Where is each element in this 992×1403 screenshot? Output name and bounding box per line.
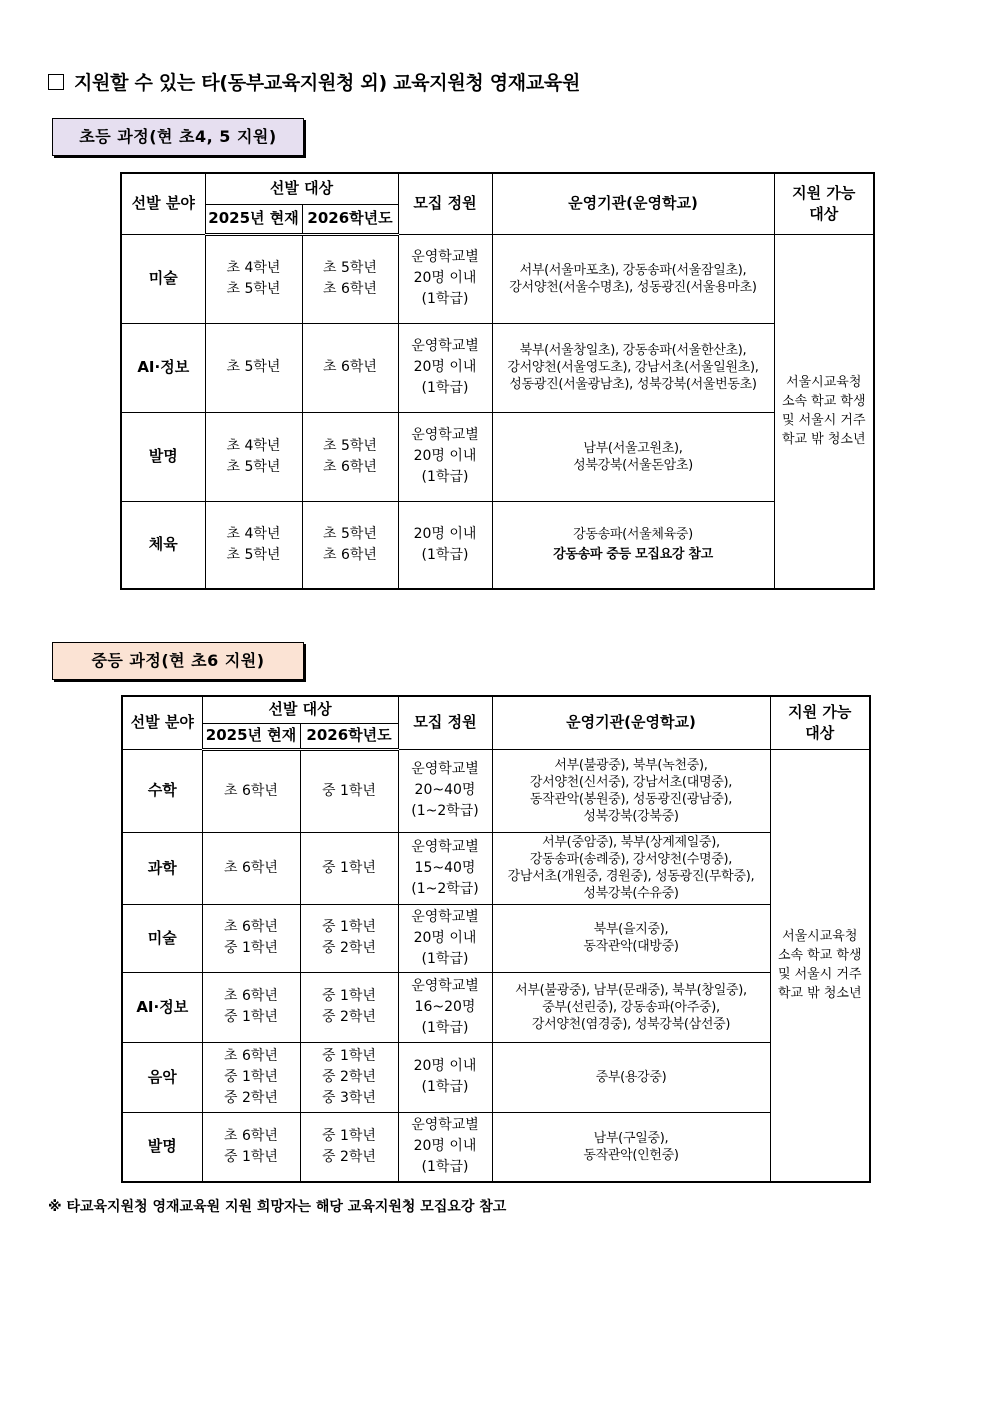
quota-cell [398, 323, 492, 412]
grade-line: 초 6학년 [323, 359, 377, 375]
quota-line: 20명 이내 [413, 359, 477, 375]
quota-line: (1학급) [421, 469, 469, 485]
quota-line: 20명 이내 [413, 929, 477, 946]
table-row [122, 904, 870, 972]
subject-cell: 미술 [122, 904, 202, 972]
subject-cell: 수학 [122, 749, 202, 832]
grade-line: 중 1학년 [322, 988, 376, 1004]
eligible-line: 소속 학교 학생 [781, 394, 866, 410]
grade-line: 초 4학년 [226, 260, 281, 276]
table-row [122, 1042, 870, 1112]
quota-line: 20명 이내 [413, 1138, 477, 1155]
quota-cell [398, 1042, 492, 1112]
grade-line: 중 1학년 [322, 1127, 376, 1144]
quota-line: (1~2학급) [411, 880, 479, 897]
header-current-year: 2025년 현재 [202, 723, 300, 749]
footnote: ※ 타교육지원청 영재교육원 지원 희망자는 해당 교육지원청 모집요강 참고 [48, 1199, 507, 1215]
org-note-bold: 강동송파 중등 모집요강 참고 [553, 547, 713, 563]
next-grade-cell [300, 832, 398, 904]
grade-line: 중 1학년 [322, 859, 376, 876]
org-line: 강남서초(개원중, 경원중), 성동광진(무학중), [507, 869, 755, 884]
table-row [121, 501, 874, 589]
org-cell [492, 1042, 770, 1112]
eligible-line: 학교 밖 청소년 [781, 432, 866, 448]
org-line: 강서양천(서울수명초), 성동광진(서울용마초) [509, 279, 757, 295]
header-current-year: 2025년 현재 [205, 204, 302, 234]
org-line: 서부(서울마포초), 강동송파(서울잠일초), [519, 262, 747, 278]
table-row [122, 749, 870, 832]
org-cell [492, 501, 774, 589]
grade-line: 중 2학년 [322, 940, 376, 956]
org-cell [492, 972, 770, 1042]
org-line: 중부(선린중), 강동송파(아주중), [542, 999, 720, 1015]
quota-line: 15~40명 [414, 859, 476, 876]
quota-cell [398, 832, 492, 904]
grade-line: 중 2학년 [322, 1148, 376, 1165]
subject-cell: AI·정보 [122, 972, 202, 1042]
quota-cell [398, 501, 492, 589]
grade-line: 중 1학년 [224, 1068, 278, 1085]
current-grade-cell [205, 323, 302, 412]
subject-cell: 발명 [122, 1112, 202, 1182]
grade-line: 초 6학년 [224, 919, 278, 935]
quota-line: (1학급) [421, 546, 469, 563]
grade-line: 중 1학년 [224, 1148, 278, 1165]
org-line: 강동송파(송례중), 강서양천(수명중), [529, 852, 733, 867]
current-grade-cell [202, 1112, 300, 1182]
current-grade-cell [202, 1042, 300, 1112]
grade-line: 초 6학년 [323, 281, 377, 297]
grade-line: 초 4학년 [226, 525, 281, 542]
org-cell [492, 323, 774, 412]
grade-line: 초 5학년 [226, 458, 281, 475]
org-line: 동작관악(대방중) [583, 939, 679, 954]
page-title-text: 지원할 수 있는 타(동부교육지원청 외) 교육지원청 영재교육원 [74, 72, 581, 94]
org-line: 남부(구일중), [593, 1130, 669, 1146]
header-eligible [774, 173, 874, 234]
current-grade-cell [205, 501, 302, 589]
next-grade-cell [300, 904, 398, 972]
org-line: 남부(서울고원초), [583, 440, 683, 456]
grade-line: 중 2학년 [224, 1089, 278, 1106]
header-target: 선발 대상 [202, 696, 398, 723]
table-row [122, 1112, 870, 1182]
table-row [122, 972, 870, 1042]
org-cell [492, 749, 770, 832]
header-field: 선발 분야 [122, 696, 202, 749]
middle-section-label: 중등 과정(현 초6 지원) [52, 642, 304, 680]
middle-table [121, 695, 871, 1183]
elementary-table [120, 172, 875, 590]
quota-line: (1학급) [421, 1079, 469, 1095]
quota-line: 20명 이내 [413, 525, 477, 542]
quota-line: (1~2학급) [411, 803, 479, 819]
grade-line: 초 5학년 [226, 359, 281, 375]
grade-line: 초 6학년 [224, 782, 278, 799]
grade-line: 초 6학년 [323, 458, 377, 475]
grade-line: 중 1학년 [322, 919, 376, 935]
next-grade-cell [302, 234, 398, 323]
quota-line: (1학급) [421, 950, 469, 967]
header-eligible-text: 지원 가능 대상 [788, 702, 852, 742]
subject-cell: 음악 [122, 1042, 202, 1112]
current-grade-cell [202, 832, 300, 904]
grade-line: 초 6학년 [323, 546, 377, 563]
quota-line: (1학급) [421, 1159, 469, 1176]
grade-line: 초 6학년 [224, 988, 278, 1004]
quota-cell [398, 972, 492, 1042]
quota-line: (1학급) [421, 1019, 469, 1036]
grade-line: 초 6학년 [224, 859, 278, 876]
quota-cell [398, 904, 492, 972]
org-line: 동작관악(인헌중) [583, 1147, 679, 1163]
next-grade-cell [302, 501, 398, 589]
next-grade-cell [300, 749, 398, 832]
current-grade-cell [202, 904, 300, 972]
org-line: 강동송파(서울체육중) [573, 527, 693, 543]
header-next-year: 2026학년도 [300, 723, 398, 749]
next-grade-cell [300, 972, 398, 1042]
subject-cell: 체육 [121, 501, 205, 589]
quota-line: 운영학교별 [411, 761, 479, 777]
grade-line: 초 6학년 [224, 1127, 278, 1144]
grade-line: 초 5학년 [323, 437, 377, 454]
header-field: 선발 분야 [121, 173, 205, 234]
table-row [122, 832, 870, 904]
quota-line: 운영학교별 [411, 427, 479, 443]
org-cell [492, 832, 770, 904]
header-eligible [770, 696, 870, 749]
page-title [48, 68, 580, 95]
org-line: 강서양천(염경중), 성북강북(삼선중) [531, 1016, 731, 1032]
quota-line: (1학급) [421, 291, 469, 307]
next-grade-cell [300, 1112, 398, 1182]
subject-cell: 미술 [121, 234, 205, 323]
grade-line: 초 4학년 [226, 437, 281, 454]
grade-line: 중 2학년 [322, 1068, 376, 1085]
header-quota: 모집 정원 [398, 696, 492, 749]
grade-line: 중 1학년 [224, 940, 278, 956]
current-grade-cell [205, 412, 302, 501]
org-line: 서부(불광중), 북부(녹천중), [554, 757, 708, 773]
eligible-cell [774, 234, 874, 589]
org-line: 강서양천(서울영도초), 강남서초(서울일원초), [507, 360, 759, 375]
table-row [121, 234, 874, 323]
quota-line: 운영학교별 [411, 977, 479, 994]
quota-line: (1학급) [421, 380, 469, 396]
subject-cell: 과학 [122, 832, 202, 904]
quota-line: 운영학교별 [411, 249, 479, 265]
header-next-year: 2026학년도 [302, 204, 398, 234]
header-target: 선발 대상 [205, 173, 398, 204]
org-line: 중부(용강중) [595, 1069, 667, 1085]
quota-line: 20명 이내 [413, 270, 477, 286]
quota-cell [398, 749, 492, 832]
org-cell [492, 412, 774, 501]
checkbox-square-icon [48, 74, 64, 90]
next-grade-cell [302, 412, 398, 501]
org-line: 서부(불광중), 남부(문래중), 북부(창일중), [515, 982, 747, 998]
quota-cell [398, 234, 492, 323]
quota-line: 운영학교별 [411, 838, 479, 855]
org-cell [492, 904, 770, 972]
subject-cell: 발명 [121, 412, 205, 501]
grade-line: 초 5학년 [323, 260, 377, 276]
grade-line: 초 5학년 [226, 281, 281, 297]
org-line: 강서양천(신서중), 강남서초(대명중), [529, 774, 733, 790]
header-org: 운영기관(운영학교) [492, 696, 770, 749]
org-line: 성북강북(수유중) [583, 886, 679, 901]
quota-line: 20명 이내 [413, 448, 477, 464]
quota-line: 운영학교별 [411, 908, 479, 925]
subject-cell: AI·정보 [121, 323, 205, 412]
header-quota: 모집 정원 [398, 173, 492, 234]
next-grade-cell [300, 1042, 398, 1112]
org-line: 북부(서울창일초), 강동송파(서울한산초), [519, 343, 747, 358]
org-line: 동작관악(봉원중), 성동광진(광남중), [529, 791, 733, 807]
current-grade-cell [202, 749, 300, 832]
eligible-line: 학교 밖 청소년 [777, 986, 862, 1002]
eligible-line: 서울시교육청 [786, 375, 862, 391]
quota-cell [398, 1112, 492, 1182]
org-cell [492, 234, 774, 323]
quota-cell [398, 412, 492, 501]
eligible-line: 및 서울시 거주 [777, 967, 862, 983]
eligible-line: 소속 학교 학생 [777, 948, 862, 964]
grade-line: 중 1학년 [322, 1047, 376, 1064]
grade-line: 초 6학년 [224, 1047, 278, 1064]
grade-line: 초 5학년 [226, 546, 281, 563]
table-row [121, 323, 874, 412]
header-eligible-text: 지원 가능 대상 [792, 183, 856, 223]
quota-line: 16~20명 [414, 998, 476, 1015]
next-grade-cell [302, 323, 398, 412]
org-line: 성북강북(강북중) [583, 808, 679, 824]
eligible-cell [770, 749, 870, 1182]
elementary-section-label: 초등 과정(현 초4, 5 지원) [52, 118, 304, 156]
grade-line: 중 2학년 [322, 1009, 376, 1025]
org-line: 성동광진(서울광남초), 성북강북(서울번동초) [509, 377, 757, 392]
quota-line: 20명 이내 [413, 1058, 477, 1074]
quota-line: 운영학교별 [411, 1117, 479, 1134]
grade-line: 초 5학년 [323, 525, 377, 542]
org-line: 성북강북(서울돈암초) [573, 457, 693, 473]
header-org: 운영기관(운영학교) [492, 173, 774, 234]
current-grade-cell [205, 234, 302, 323]
eligible-line: 및 서울시 거주 [781, 413, 866, 429]
grade-line: 중 3학년 [322, 1089, 376, 1106]
quota-line: 20~40명 [414, 782, 476, 798]
org-cell [492, 1112, 770, 1182]
current-grade-cell [202, 972, 300, 1042]
quota-line: 운영학교별 [411, 338, 479, 354]
org-line: 서부(중암중), 북부(상계제일중), [542, 835, 720, 850]
grade-line: 중 1학년 [322, 782, 376, 799]
table-row [121, 412, 874, 501]
org-line: 북부(을지중), [593, 922, 669, 937]
grade-line: 중 1학년 [224, 1009, 278, 1025]
eligible-line: 서울시교육청 [782, 929, 858, 945]
